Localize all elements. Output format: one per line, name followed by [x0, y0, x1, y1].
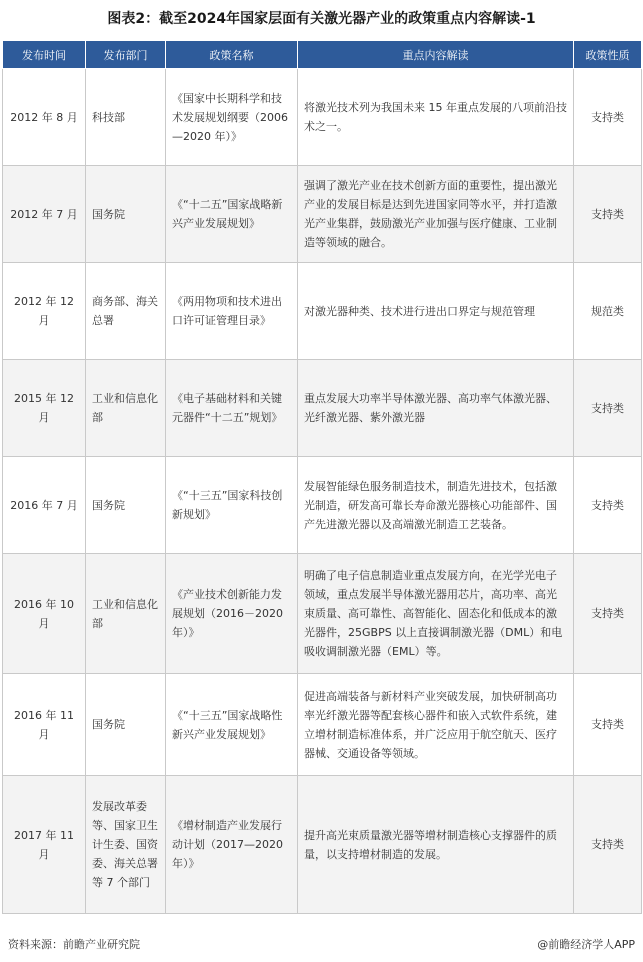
brand-credit: @前瞻经济学人APP [537, 938, 635, 951]
cell-content: 将激光技术列为我国未来 15 年重点发展的八项前沿技术之一。 [298, 69, 574, 166]
cell-content: 重点发展大功率半导体激光器、高功率气体激光器、光纤激光器、紫外激光器 [298, 360, 574, 457]
cell-content: 提升高光束质量激光器等增材制造核心支撑器件的质量，以支持增材制造的发展。 [298, 776, 574, 914]
cell-date: 2012 年 12 月 [3, 263, 86, 360]
cell-policy-name: 《电子基础材料和关键元器件“十二五”规划》 [166, 360, 298, 457]
chart-title: 图表2：截至2024年国家层面有关激光器产业的政策重点内容解读-1 [107, 11, 536, 27]
cell-content: 强调了激光产业在技术创新方面的重要性，提出激光产业的发展目标是达到先进国家同等水平，并打造激光产业集群，鼓励激光产业加强与医疗健康、工业制造等领域的融合。 [298, 166, 574, 263]
cell-department: 国务院 [86, 674, 166, 776]
cell-date: 2017 年 11 月 [3, 776, 86, 914]
cell-content: 发展智能绿色服务制造技术，制造先进技术，包括激光制造，研发高可靠长寿命激光器核心功能部件、国产先进激光器以及高端激光制造工艺装备。 [298, 457, 574, 554]
table-row [3, 776, 642, 914]
cell-policy-name: 《两用物项和技术进出口许可证管理目录》 [166, 263, 298, 360]
cell-policy-type: 支持类 [574, 360, 642, 457]
cell-content: 对激光器种类、技术进行进出口界定与规范管理 [298, 263, 574, 360]
table-row [3, 166, 642, 263]
cell-policy-type: 支持类 [574, 674, 642, 776]
header-policy-type: 政策性质 [574, 41, 642, 69]
cell-date: 2016 年 10 月 [3, 554, 86, 674]
cell-policy-type: 支持类 [574, 69, 642, 166]
header-content: 重点内容解读 [298, 41, 574, 69]
cell-date: 2016 年 7 月 [3, 457, 86, 554]
header-department: 发布部门 [86, 41, 166, 69]
cell-department: 商务部、海关总署 [86, 263, 166, 360]
cell-department: 工业和信息化部 [86, 554, 166, 674]
cell-date: 2015 年 12 月 [3, 360, 86, 457]
cell-content: 促进高端装备与新材料产业突破发展，加快研制高功率光纤激光器等配套核心器件和嵌入式软件系统，建立增材制造标准体系，并广泛应用于航空航天、医疗器械、交通设备等领域。 [298, 674, 574, 776]
cell-policy-type: 支持类 [574, 457, 642, 554]
cell-department: 国务院 [86, 457, 166, 554]
cell-policy-type: 支持类 [574, 776, 642, 914]
cell-policy-name: 《国家中长期科学和技术发展规划纲要（2006—2020 年）》 [166, 69, 298, 166]
header-date: 发布时间 [3, 41, 86, 69]
table-row [3, 674, 642, 776]
cell-policy-name: 《“十三五”国家科技创新规划》 [166, 457, 298, 554]
cell-policy-name: 《产业技术创新能力发展规划（2016－2020 年）》 [166, 554, 298, 674]
cell-policy-name: 《增材制造产业发展行动计划（2017—2020 年）》 [166, 776, 298, 914]
table-row [3, 360, 642, 457]
cell-date: 2016 年 11 月 [3, 674, 86, 776]
cell-date: 2012 年 7 月 [3, 166, 86, 263]
cell-department: 科技部 [86, 69, 166, 166]
cell-date: 2012 年 8 月 [3, 69, 86, 166]
cell-policy-type: 支持类 [574, 554, 642, 674]
cell-department: 工业和信息化部 [86, 360, 166, 457]
table-header-row [3, 41, 642, 69]
table-row [3, 457, 642, 554]
cell-policy-type: 规范类 [574, 263, 642, 360]
header-policy-name: 政策名称 [166, 41, 298, 69]
cell-content: 明确了电子信息制造业重点发展方向，在光学光电子领域，重点发展半导体激光器用芯片，高功率、高光束质量、高可靠性、高智能化、固态化和低成本的激光器件，25GBPS 以上直接调制激光器（DML）和电吸收调制激光器（EML）等。 [298, 554, 574, 674]
cell-department: 国务院 [86, 166, 166, 263]
table-row [3, 554, 642, 674]
policy-table [2, 40, 642, 914]
cell-policy-name: 《“十二五”国家战略新兴产业发展规划》 [166, 166, 298, 263]
table-row [3, 69, 642, 166]
cell-department: 发展改革委等、国家卫生计生委、国资委、海关总署等 7 个部门 [86, 776, 166, 914]
cell-policy-name: 《“十三五”国家战略性新兴产业发展规划》 [166, 674, 298, 776]
table-row [3, 263, 642, 360]
source-note: 资料来源：前瞻产业研究院 [8, 938, 140, 951]
cell-policy-type: 支持类 [574, 166, 642, 263]
